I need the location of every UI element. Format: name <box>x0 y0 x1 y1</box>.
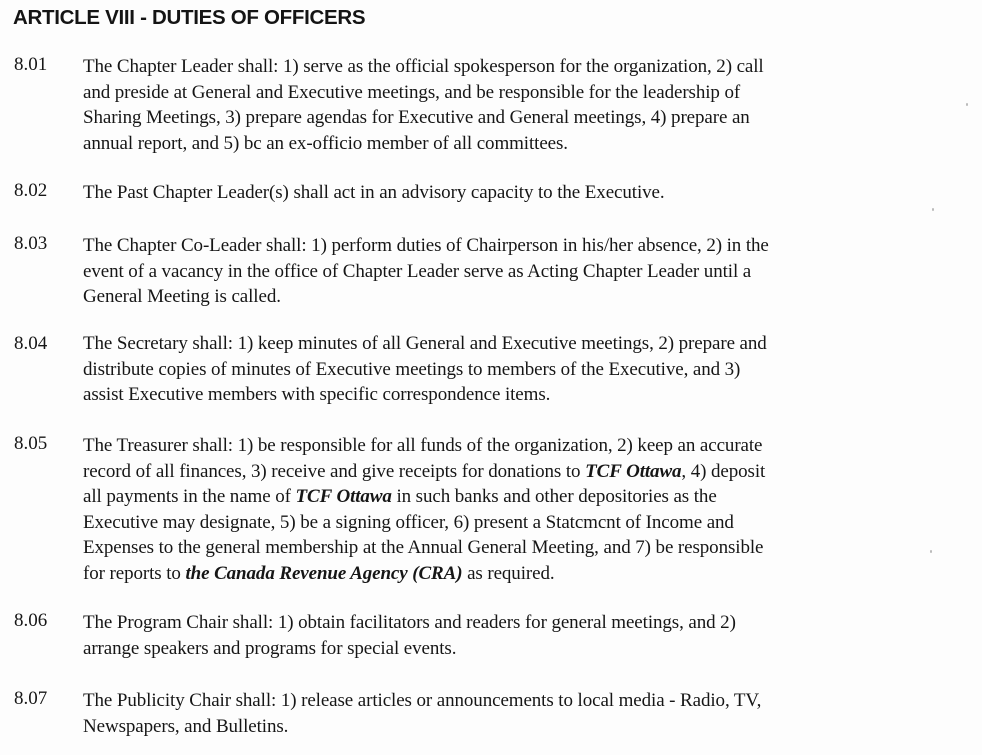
text-line: The Treasurer shall: 1) be responsible for all funds of the organization, 2) keep an accurate <box>83 435 763 456</box>
text-line: Expenses to the general membership at the Annual General Meeting, and 7) be responsible <box>83 537 764 558</box>
text-line <box>83 459 765 485</box>
text-line: The Chapter Leader shall: 1) serve as the official spokesperson for the organization, 2) call <box>83 56 764 77</box>
text-line: event of a vacancy in the office of Chapter Leader serve as Acting Chapter Leader until a <box>83 260 752 282</box>
section-text <box>83 54 764 156</box>
text-run: record of all finances, 3) receive and give receipts for donations to <box>83 460 586 482</box>
section-text <box>83 180 665 206</box>
scan-speck <box>930 550 932 553</box>
text-line: The Past Chapter Leader(s) shall act in an advisory capacity to the Executive. <box>83 182 665 203</box>
section-number: 8.07 <box>14 688 48 709</box>
text-line: Newspapers, and Bulletins. <box>83 715 289 737</box>
org-name-emphasis: TCF Ottawa <box>585 460 682 482</box>
text-line: The Chapter Co-Leader shall: 1) perform duties of Chairperson in his/her absence, 2) in the <box>83 235 769 256</box>
section-number: 8.06 <box>14 610 48 631</box>
section-text <box>83 233 769 310</box>
scan-speck <box>932 208 934 211</box>
section-number: 8.05 <box>14 433 48 454</box>
scan-speck <box>966 103 968 106</box>
section-number: 8.03 <box>14 233 48 254</box>
text-line: annual report, and 5) bc an ex-officio member of all committees. <box>83 132 568 154</box>
text-line: and preside at General and Executive meetings, and be responsible for the leadership of <box>83 81 741 103</box>
text-line: The Publicity Chair shall: 1) release articles or announcements to local media - Radio, TV, <box>83 690 762 711</box>
text-line: Executive may designate, 5) be a signing officer, 6) present a Statcmcnt of Income and <box>83 511 734 533</box>
text-line: distribute copies of minutes of Executive meetings to members of the Executive, and 3) <box>83 358 741 380</box>
text-run: in such banks and other depositories as the <box>391 486 717 507</box>
text-line: arrange speakers and programs for special events. <box>83 637 457 659</box>
text-line <box>83 484 765 510</box>
org-name-emphasis: TCF Ottawa <box>295 486 392 507</box>
text-line: General Meeting is called. <box>83 286 281 307</box>
text-run: all payments in the name of <box>83 486 296 507</box>
text-line: Sharing Meetings, 3) prepare agendas for Executive and General meetings, 4) prepare an <box>83 107 750 128</box>
text-run: as required. <box>462 562 555 584</box>
text-line <box>83 561 765 587</box>
section-number: 8.04 <box>14 333 48 354</box>
section-text <box>83 331 767 408</box>
section-text <box>83 433 765 586</box>
section-text <box>83 688 761 739</box>
text-line: The Secretary shall: 1) keep minutes of all General and Executive meetings, 2) prepare and <box>83 333 767 354</box>
article-title: ARTICLE VIII - DUTIES OF OFFICERS <box>13 6 366 29</box>
agency-name-emphasis: the Canada Revenue Agency (CRA) <box>185 562 463 584</box>
section-text <box>83 610 736 661</box>
text-run: , 4) deposit <box>681 460 766 482</box>
text-line: The Program Chair shall: 1) obtain facilitators and readers for general meetings, and 2) <box>83 612 736 633</box>
section-number: 8.02 <box>14 180 48 201</box>
text-line: assist Executive members with specific correspondence items. <box>83 384 551 405</box>
text-run: for reports to <box>83 562 186 584</box>
section-number: 8.01 <box>14 54 48 75</box>
